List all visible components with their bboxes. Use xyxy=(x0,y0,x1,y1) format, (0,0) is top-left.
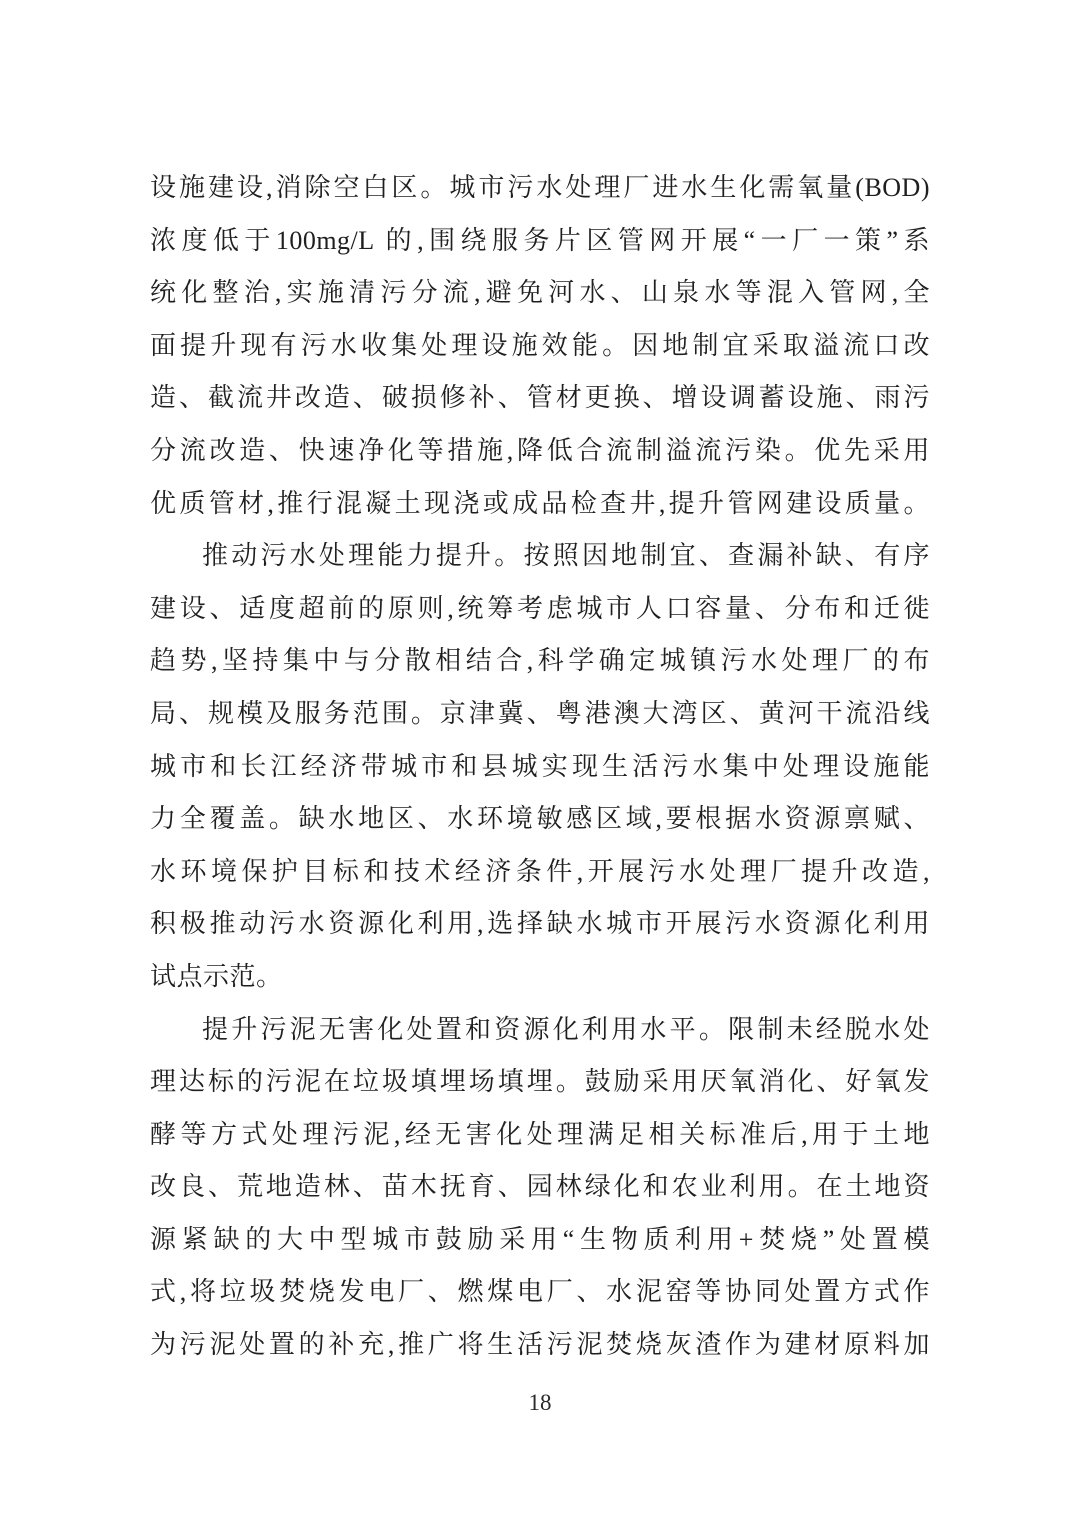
page-number: 18 xyxy=(528,1390,552,1415)
text-line: 分流改造、快速净化等措施,降低合流制溢流污染。优先采用 xyxy=(150,435,930,465)
text-line: 设施建设,消除空白区。城市污水处理厂进水生化需氧量(BOD) xyxy=(150,173,930,202)
text-line: 面提升现有污水收集处理设施效能。因地制宜采取溢流口改 xyxy=(150,330,930,360)
text-line: 城市和长江经济带城市和县城实现生活污水集中处理设施能 xyxy=(150,751,930,781)
text-line: 改良、荒地造林、苗木抚育、园林绿化和农业利用。在土地资 xyxy=(150,1172,930,1202)
text-line: 水环境保护目标和技术经济条件,开展污水处理厂提升改造, xyxy=(150,856,930,886)
text-line: 式,将垃圾焚烧发电厂、燃煤电厂、水泥窑等协同处置方式作 xyxy=(150,1277,930,1307)
text-line: 为污泥处置的补充,推广将生活污泥焚烧灰渣作为建材原料加 xyxy=(150,1330,930,1360)
text-line: 理达标的污泥在垃圾填埋场填埋。鼓励采用厌氧消化、好氧发 xyxy=(150,1067,930,1097)
text-line: 试点示范。 xyxy=(150,961,283,991)
text-block xyxy=(150,162,930,1372)
text-line: 酵等方式处理污泥,经无害化处理满足相关标准后,用于土地 xyxy=(150,1119,930,1149)
text-line: 局、规模及服务范围。京津冀、粤港澳大湾区、黄河干流沿线 xyxy=(150,698,930,728)
text-line: 源紧缺的大中型城市鼓励采用“生物质利用+焚烧”处置模 xyxy=(150,1224,930,1254)
text-line: 提升污泥无害化处置和资源化利用水平。限制未经脱水处 xyxy=(202,1014,930,1044)
text-line: 积极推动污水资源化利用,选择缺水城市开展污水资源化利用 xyxy=(150,909,930,939)
text-line: 推动污水处理能力提升。按照因地制宜、查漏补缺、有序 xyxy=(202,541,930,571)
text-line: 优质管材,推行混凝土现浇或成品检查井,提升管网建设质量。 xyxy=(150,488,930,518)
text-line: 统化整治,实施清污分流,避免河水、山泉水等混入管网,全 xyxy=(150,278,930,308)
text-line: 趋势,坚持集中与分散相结合,科学确定城镇污水处理厂的布 xyxy=(150,646,930,676)
text-line: 造、截流井改造、破损修补、管材更换、增设调蓄设施、雨污 xyxy=(150,383,930,413)
text-line: 建设、适度超前的原则,统筹考虑城市人口容量、分布和迁徙 xyxy=(150,593,930,623)
text-line: 浓度低于100mg/L 的,围绕服务片区管网开展“一厂一策”系 xyxy=(150,225,930,255)
text-line: 力全覆盖。缺水地区、水环境敏感区域,要根据水资源禀赋、 xyxy=(150,804,930,834)
